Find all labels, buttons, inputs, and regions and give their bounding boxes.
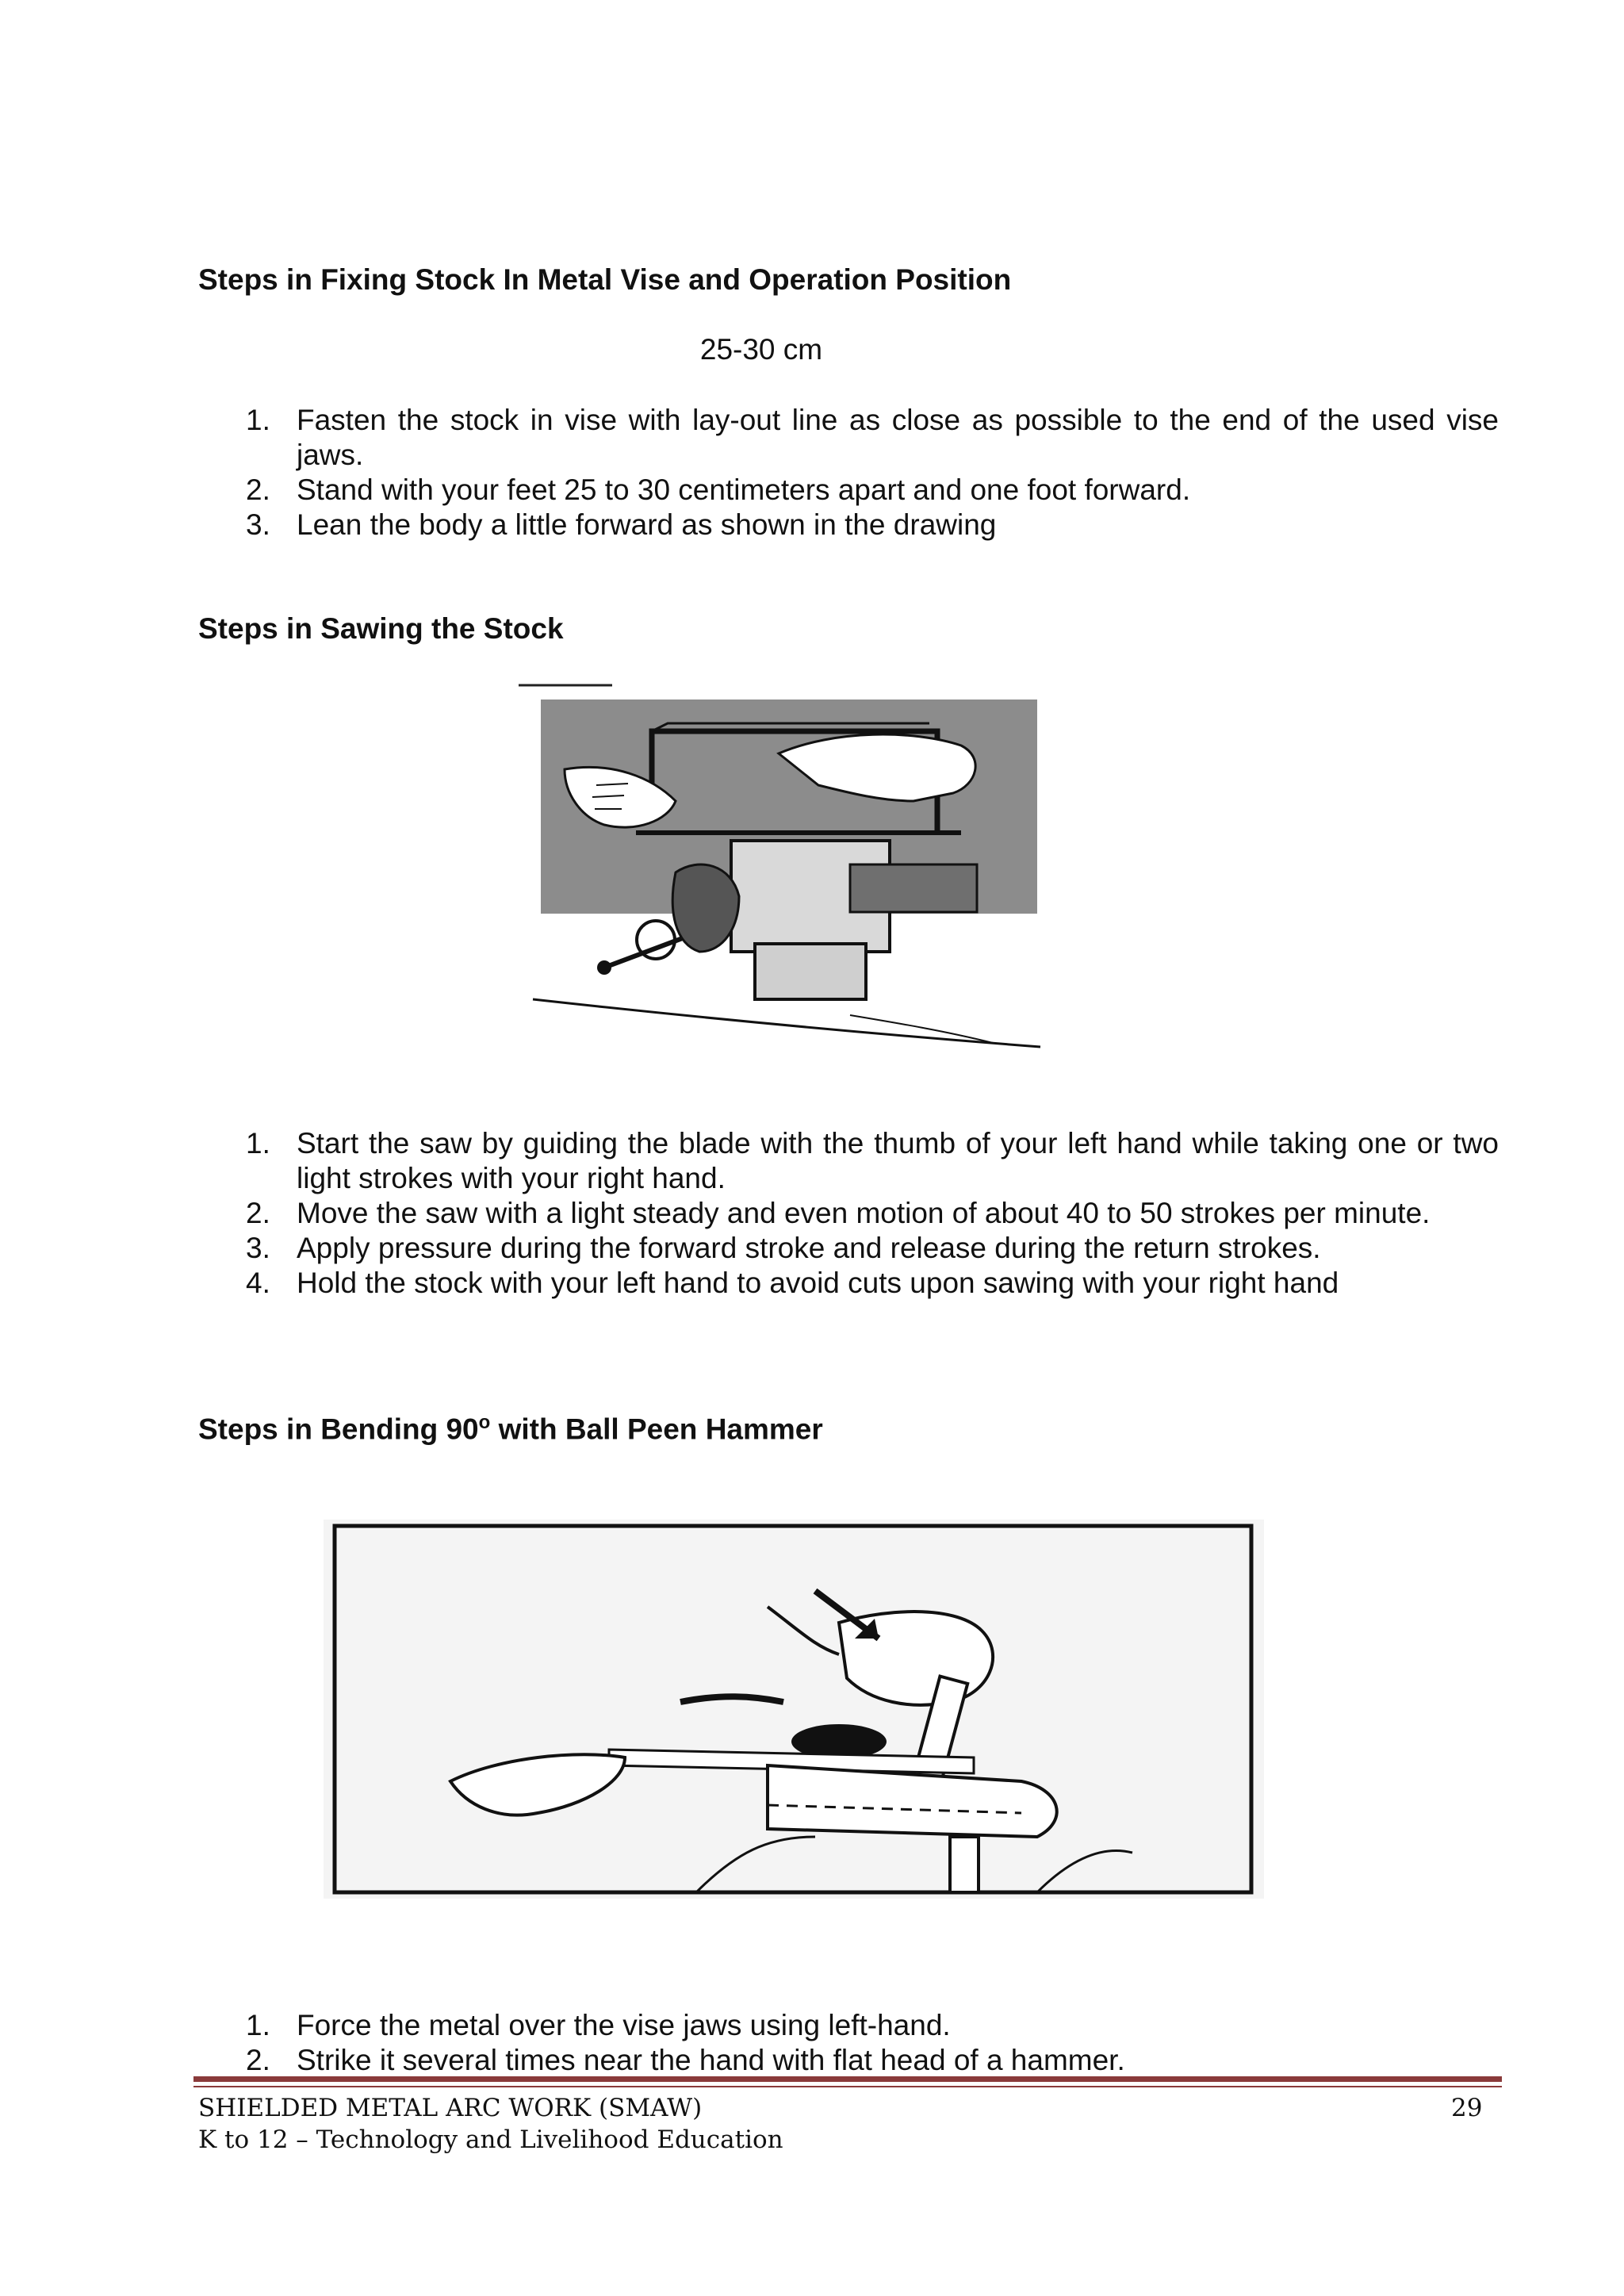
list-item: 1. Start the saw by guiding the blade with the thumb of your left hand while taking one or two light strokes with your right hand. <box>246 1127 1499 1194</box>
list-item: 1. Force the metal over the vise jaws using left-hand. <box>246 2009 951 2041</box>
sawing-steps-list <box>198 1126 1499 1301</box>
page-number: 29 <box>1451 2094 1483 2122</box>
list-item: 4. Hold the stock with your left hand to avoid cuts upon sawing with your right hand <box>246 1267 1339 1299</box>
distance-label: 25-30 cm <box>699 333 823 366</box>
footer-rule <box>193 2076 1502 2082</box>
section-heading-bending: Steps in Bending 90$^o$ with Ball Peen Hammer <box>198 1412 823 1446</box>
bending-steps-list <box>198 2008 1499 2078</box>
list-item: 3. Lean the body a little forward as shown in the drawing <box>246 508 997 541</box>
bending-illustration <box>324 1520 1264 1899</box>
list-item: 2. Strike it several times near the hand with flat head of a hammer. <box>246 2044 1125 2076</box>
list-item: 1. Fasten the stock in vise with lay-out line as close as possible to the end of the used vise jaws. <box>246 404 1499 471</box>
section-heading-sawing: Steps in Sawing the Stock <box>198 612 564 645</box>
footer-title: SHIELDED METAL ARC WORK (SMAW) <box>198 2094 703 2122</box>
vise-steps-list <box>198 403 1499 542</box>
footer-subtitle: K to 12 – Technology and Livelihood Education <box>198 2125 783 2154</box>
section-heading-vise: Steps in Fixing Stock In Metal Vise and Operation Position <box>198 263 1012 296</box>
footer-rule-thin <box>193 2086 1502 2087</box>
list-item: 2. Move the saw with a light steady and even motion of about 40 to 50 strokes per minute. <box>246 1197 1431 1229</box>
list-item: 3. Apply pressure during the forward stroke and release during the return strokes. <box>246 1232 1321 1264</box>
list-item: 2. Stand with your feet 25 to 30 centimeters apart and one foot forward. <box>246 473 1191 506</box>
sawing-illustration <box>517 682 1061 1058</box>
